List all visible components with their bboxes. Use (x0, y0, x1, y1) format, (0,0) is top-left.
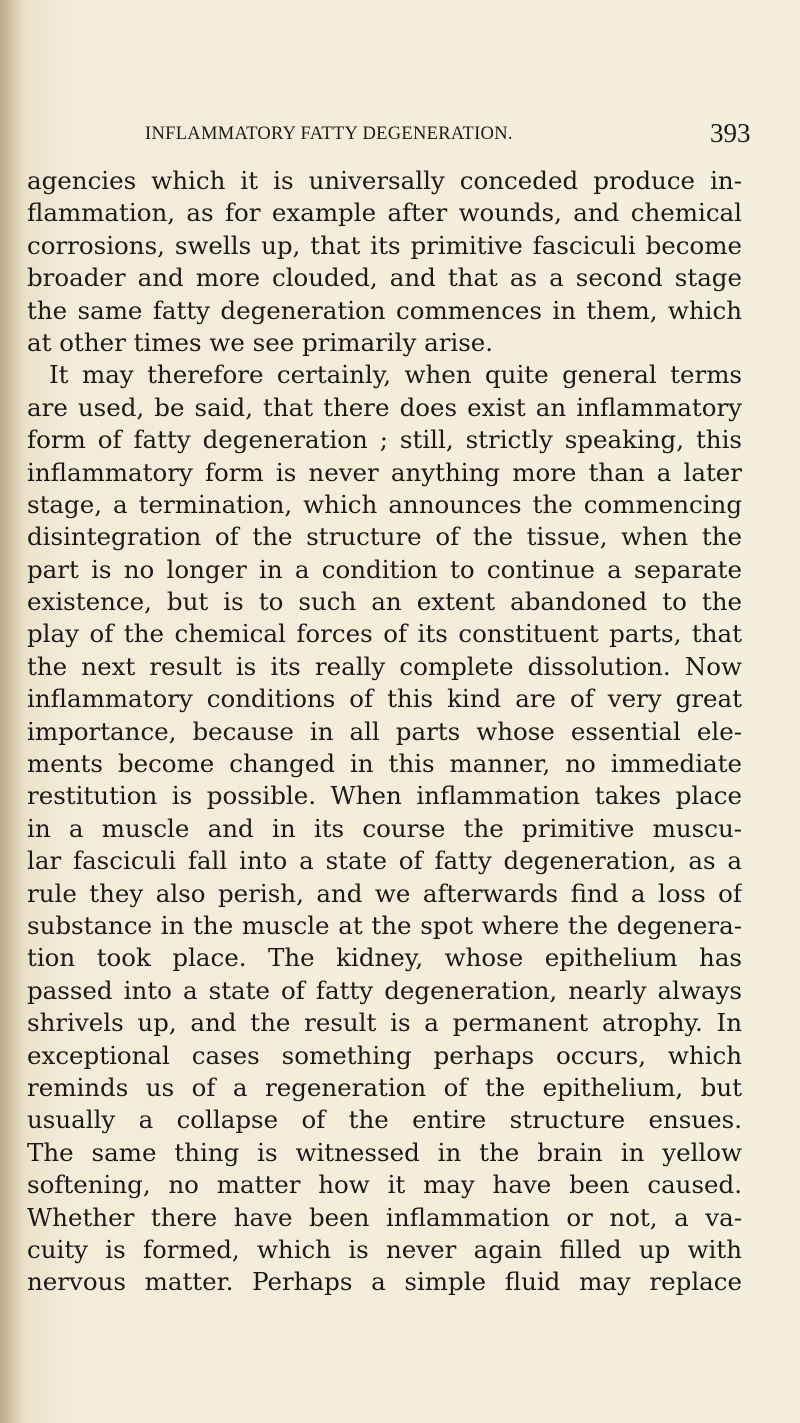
text-line: reminds us of a regeneration of the epithelium, but (27, 1072, 742, 1102)
text-line: at other times we see primarily arise. (27, 327, 494, 357)
body-text (27, 165, 742, 1299)
page-header (0, 118, 800, 154)
text-line: lar fasciculi fall into a state of fatty degeneration, as a (27, 846, 742, 876)
text-line: are used, be said, that there does exist an inflammatory (27, 392, 742, 422)
text-line: inflammatory conditions of this kind are of very great (27, 684, 742, 714)
text-line: the next result is its really complete dissolution. Now (27, 651, 742, 681)
text-line: usually a collapse of the entire structure ensues. (27, 1105, 742, 1135)
text-line: restitution is possible. When inflammation takes place (27, 781, 742, 811)
text-line: passed into a state of fatty degeneration, nearly always (27, 975, 742, 1005)
text-line: corrosions, swells up, that its primitive fasciculi become (27, 230, 742, 260)
text-line: Whether there have been inflammation or not, a va- (27, 1202, 742, 1232)
text-line: form of fatty degeneration ; still, strictly speaking, this (27, 425, 742, 455)
text-line: exceptional cases something perhaps occurs, which (27, 1040, 742, 1070)
text-line: nervous matter. Perhaps a simple fluid may replace (27, 1267, 742, 1297)
text-line: the same fatty degeneration commences in them, which (27, 295, 742, 325)
text-line: agencies which it is universally conceded produce in- (27, 166, 742, 195)
text-line: inflammatory form is never anything more than a later (27, 457, 742, 487)
text-line: flammation, as for example after wounds, and chemical (27, 198, 742, 228)
running-title: INFLAMMATORY FATTY DEGENERATION. (145, 124, 513, 144)
text-line: importance, because in all parts whose essential ele- (27, 716, 742, 746)
text-line: in a muscle and in its course the primitive muscu- (27, 813, 742, 843)
text-line: play of the chemical forces of its constituent parts, that (27, 619, 742, 649)
text-line: stage, a termination, which announces the commencing (27, 489, 742, 519)
text-line: shrivels up, and the result is a permanent atrophy. In (27, 1008, 742, 1038)
spine-shadow (0, 0, 22, 1423)
text-line: part is no longer in a condition to continue a separate (27, 554, 742, 584)
text-line: rule they also perish, and we afterwards find a loss of (27, 878, 742, 908)
text-line: softening, no matter how it may have been caused. (27, 1170, 742, 1200)
text-line: It may therefore certainly, when quite general terms (49, 360, 742, 390)
text-line: ments become changed in this manner, no immediate (27, 749, 742, 779)
text-line: broader and more clouded, and that as a second stage (27, 263, 742, 293)
text-line: substance in the muscle at the spot where the degenera- (27, 910, 742, 940)
text-line: tion took place. The kidney, whose epithelium has (27, 943, 742, 973)
text-line: The same thing is witnessed in the brain in yellow (27, 1137, 742, 1167)
page-number: 393 (710, 118, 751, 148)
text-line: disintegration of the structure of the tissue, when the (27, 522, 742, 552)
text-line: existence, but is to such an extent abandoned to the (27, 587, 742, 617)
text-line: cuity is formed, which is never again filled up with (27, 1234, 742, 1264)
